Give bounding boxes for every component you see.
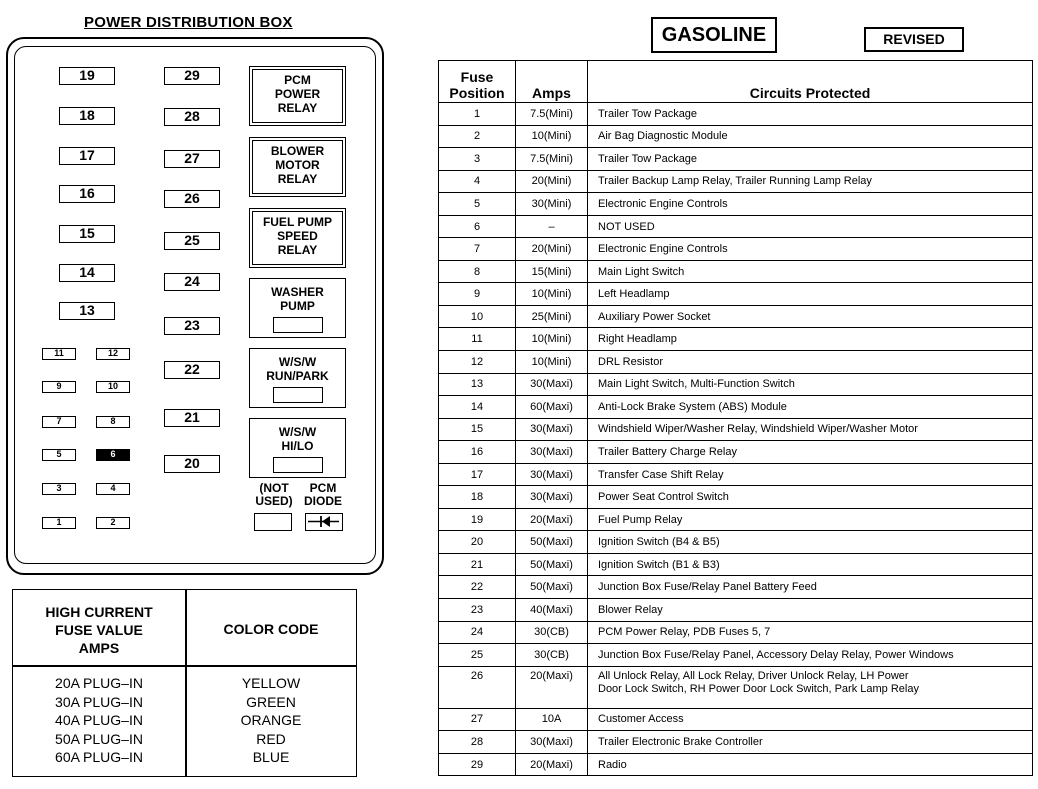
- fuse-position-cell: 11: [439, 328, 516, 351]
- circuits-cell: Auxiliary Power Socket: [588, 305, 1033, 328]
- table-row: [439, 328, 1033, 351]
- amps-cell: 25(Mini): [516, 305, 588, 328]
- mini-fuse-slot: 11: [42, 348, 76, 360]
- table-row: [439, 238, 1033, 261]
- relay-label: BLOWER MOTOR RELAY: [270, 144, 325, 186]
- amps-cell: 30(Maxi): [516, 441, 588, 464]
- mini-fuse-slot: 10: [96, 381, 130, 393]
- pcm-diode-label: PCM DIODE: [303, 481, 342, 508]
- table-row: [439, 531, 1033, 554]
- table-row: [439, 753, 1033, 776]
- fuse-position-cell: 18: [439, 486, 516, 509]
- amps-cell: 10A: [516, 708, 588, 731]
- fuse-position-cell: 23: [439, 599, 516, 622]
- table-row: [439, 486, 1033, 509]
- fuse-position-cell: 14: [439, 396, 516, 419]
- color-table-fuse: 50A PLUG–IN: [55, 730, 143, 747]
- fuse-slot: 20: [164, 455, 220, 473]
- fuse-position-cell: 19: [439, 508, 516, 531]
- relay-blower-motor: [249, 137, 346, 197]
- color-table-fuse: 20A PLUG–IN: [55, 675, 143, 691]
- table-row: [439, 576, 1033, 599]
- mini-fuse-slot: 3: [42, 483, 76, 495]
- amps-cell: 20(Mini): [516, 238, 588, 261]
- circuits-cell: Trailer Electronic Brake Controller: [588, 731, 1033, 754]
- amps-cell: 20(Mini): [516, 170, 588, 193]
- fuse-slot: 14: [59, 264, 115, 282]
- table-row: [439, 666, 1033, 708]
- not-used-label: (NOT USED): [255, 481, 293, 508]
- fuse-slot: 18: [59, 107, 115, 125]
- mini-fuse-slot: 8: [96, 416, 130, 428]
- circuits-cell: Main Light Switch, Multi-Function Switch: [588, 373, 1033, 396]
- color-table-fuse: 60A PLUG–IN: [55, 749, 143, 766]
- fuse-position-cell: 21: [439, 553, 516, 576]
- table-row: [439, 125, 1033, 148]
- fuse-position-cell: 25: [439, 644, 516, 667]
- relay-label: FUEL PUMP SPEED RELAY: [262, 215, 333, 257]
- pdb-title: POWER DISTRIBUTION BOX: [84, 14, 293, 31]
- fuse-position-cell: 12: [439, 351, 516, 374]
- amps-cell: 30(Maxi): [516, 373, 588, 396]
- amps-cell: 50(Maxi): [516, 531, 588, 554]
- color-table-color: YELLOW: [241, 675, 301, 691]
- fuse-position-cell: 26: [439, 666, 516, 708]
- fuse-position-cell: 9: [439, 283, 516, 306]
- relay-label: W/S/W RUN/PARK: [266, 355, 329, 383]
- fuse-position-cell: 2: [439, 125, 516, 148]
- circuits-cell: Customer Access: [588, 708, 1033, 731]
- color-table-divider: [12, 665, 357, 667]
- fuse-slot: 16: [59, 185, 115, 203]
- circuits-cell: Trailer Backup Lamp Relay, Trailer Running Lamp Relay: [588, 170, 1033, 193]
- color-table-header-fuse: HIGH CURRENT FUSE VALUE AMPS: [45, 604, 153, 656]
- table-row: [439, 731, 1033, 754]
- fuse-position-cell: 6: [439, 215, 516, 238]
- table-row: [439, 463, 1033, 486]
- circuits-cell: Anti-Lock Brake System (ABS) Module: [588, 396, 1033, 419]
- color-table-fuse: 40A PLUG–IN: [55, 712, 143, 729]
- table-row: [439, 508, 1033, 531]
- fuse-position-cell: 20: [439, 531, 516, 554]
- fuse-position-cell: 17: [439, 463, 516, 486]
- color-table-color: GREEN: [246, 693, 296, 710]
- fuse-slot: 15: [59, 225, 115, 243]
- table-row: [439, 599, 1033, 622]
- amps-cell: 7.5(Mini): [516, 148, 588, 171]
- table-row: [439, 373, 1033, 396]
- amps-cell: 30(Maxi): [516, 418, 588, 441]
- circuits-cell: NOT USED: [588, 215, 1033, 238]
- relay-label: WASHER PUMP: [271, 285, 324, 313]
- mini-fuse-slot: 4: [96, 483, 130, 495]
- fuse-table-header-row: [439, 61, 1033, 103]
- relay-slot: [273, 317, 323, 333]
- circuits-cell: Power Seat Control Switch: [588, 486, 1033, 509]
- table-row: [439, 148, 1033, 171]
- amps-cell: 10(Mini): [516, 283, 588, 306]
- circuits-cell: Left Headlamp: [588, 283, 1033, 306]
- fuse-position-cell: 27: [439, 708, 516, 731]
- fuse-position-cell: 13: [439, 373, 516, 396]
- relay-fuel-pump-speed: [249, 208, 346, 268]
- fuse-table-body: [439, 103, 1033, 776]
- table-row: [439, 305, 1033, 328]
- gasoline-badge: GASOLINE: [651, 17, 777, 53]
- circuits-cell: Junction Box Fuse/Relay Panel Battery Feed: [588, 576, 1033, 599]
- fuse-slot: 26: [164, 190, 220, 208]
- revised-badge: REVISED: [864, 27, 964, 52]
- amps-cell: 30(CB): [516, 644, 588, 667]
- fuse-position-cell: 8: [439, 260, 516, 283]
- fuse-position-cell: 15: [439, 418, 516, 441]
- table-row: [439, 170, 1033, 193]
- circuits-cell: PCM Power Relay, PDB Fuses 5, 7: [588, 621, 1033, 644]
- fuse-position-cell: 3: [439, 148, 516, 171]
- fuse-slot: 24: [164, 273, 220, 291]
- amps-cell: 30(Maxi): [516, 731, 588, 754]
- circuits-cell: Transfer Case Shift Relay: [588, 463, 1033, 486]
- fuse-position-cell: 22: [439, 576, 516, 599]
- circuits-cell: Junction Box Fuse/Relay Panel, Accessory Delay Relay, Power Windows: [588, 644, 1033, 667]
- amps-cell: 10(Mini): [516, 328, 588, 351]
- circuits-cell: Blower Relay: [588, 599, 1033, 622]
- mini-fuse-slot: 9: [42, 381, 76, 393]
- table-row: [439, 215, 1033, 238]
- fuse-position-cell: 28: [439, 731, 516, 754]
- fuse-position-cell: 10: [439, 305, 516, 328]
- fuse-slot: 22: [164, 361, 220, 379]
- table-row: [439, 621, 1033, 644]
- fuse-slot: 19: [59, 67, 115, 85]
- amps-cell: 20(Maxi): [516, 666, 588, 708]
- circuits-cell: Air Bag Diagnostic Module: [588, 125, 1033, 148]
- relay-wsw-hi-lo: [249, 418, 346, 478]
- diode-icon: [305, 513, 343, 531]
- amps-cell: 7.5(Mini): [516, 103, 588, 126]
- fuse-slot: 29: [164, 67, 220, 85]
- fuse-slot: 21: [164, 409, 220, 427]
- amps-cell: 15(Mini): [516, 260, 588, 283]
- relay-slot: [273, 457, 323, 473]
- fuse-position-cell: 24: [439, 621, 516, 644]
- table-row: [439, 396, 1033, 419]
- color-table-fuse: 30A PLUG–IN: [55, 693, 143, 710]
- column-header-position: Fuse Position: [439, 61, 516, 103]
- circuits-cell: Windshield Wiper/Washer Relay, Windshield Wiper/Washer Motor: [588, 418, 1033, 441]
- mini-fuse-slot: 5: [42, 449, 76, 461]
- circuits-cell: Trailer Battery Charge Relay: [588, 441, 1033, 464]
- amps-cell: 20(Maxi): [516, 753, 588, 776]
- color-table-header-color: COLOR CODE: [223, 621, 319, 637]
- circuits-cell: Radio: [588, 753, 1033, 776]
- relay-pcm-power: [249, 66, 346, 126]
- table-row: [439, 193, 1033, 216]
- table-row: [439, 103, 1033, 126]
- amps-cell: 30(Maxi): [516, 463, 588, 486]
- table-row: [439, 351, 1033, 374]
- circuits-cell: All Unlock Relay, All Lock Relay, Driver Unlock Relay, LH Power Door Lock Switch, RH Power Door Lock Switch, Park Lamp Relay: [588, 666, 1033, 708]
- fuse-slot: 27: [164, 150, 220, 168]
- circuits-cell: Ignition Switch (B4 & B5): [588, 531, 1033, 554]
- not-used-slot: [254, 513, 292, 531]
- relay-washer-pump: [249, 278, 346, 338]
- circuits-cell: Electronic Engine Controls: [588, 193, 1033, 216]
- fuse-position-cell: 7: [439, 238, 516, 261]
- column-header-circuits: Circuits Protected: [588, 61, 1033, 103]
- mini-fuse-slot: 2: [96, 517, 130, 529]
- circuits-cell: Trailer Tow Package: [588, 148, 1033, 171]
- mini-fuse-slot: 12: [96, 348, 130, 360]
- relay-label: PCM POWER RELAY: [274, 73, 321, 115]
- table-row: [439, 708, 1033, 731]
- table-row: [439, 260, 1033, 283]
- color-table-color: RED: [256, 730, 286, 747]
- table-row: [439, 553, 1033, 576]
- table-row: [439, 644, 1033, 667]
- relay-wsw-run-park: [249, 348, 346, 408]
- fuse-slot: 23: [164, 317, 220, 335]
- amps-cell: 50(Maxi): [516, 576, 588, 599]
- amps-cell: –: [516, 215, 588, 238]
- relay-label: W/S/W HI/LO: [278, 425, 317, 453]
- fuse-slot: 13: [59, 302, 115, 320]
- amps-cell: 20(Maxi): [516, 508, 588, 531]
- fuse-position-cell: 1: [439, 103, 516, 126]
- column-header-amps: Amps: [516, 61, 588, 103]
- table-row: [439, 441, 1033, 464]
- amps-cell: 30(Maxi): [516, 486, 588, 509]
- mini-fuse-slot: 6: [96, 449, 130, 461]
- color-table-color: BLUE: [252, 749, 290, 766]
- amps-cell: 40(Maxi): [516, 599, 588, 622]
- circuits-cell: Electronic Engine Controls: [588, 238, 1033, 261]
- table-row: [439, 283, 1033, 306]
- amps-cell: 30(CB): [516, 621, 588, 644]
- table-row: [439, 418, 1033, 441]
- mini-fuse-slot: 1: [42, 517, 76, 529]
- circuits-cell: Right Headlamp: [588, 328, 1033, 351]
- amps-cell: 10(Mini): [516, 125, 588, 148]
- circuits-cell: Fuel Pump Relay: [588, 508, 1033, 531]
- circuits-cell: Ignition Switch (B1 & B3): [588, 553, 1033, 576]
- fuse-position-cell: 4: [439, 170, 516, 193]
- amps-cell: 50(Maxi): [516, 553, 588, 576]
- color-table-color: ORANGE: [240, 712, 302, 729]
- fuse-table: [438, 60, 1033, 776]
- fuse-position-cell: 5: [439, 193, 516, 216]
- fuse-position-cell: 29: [439, 753, 516, 776]
- fuse-position-cell: 16: [439, 441, 516, 464]
- mini-fuse-slot: 7: [42, 416, 76, 428]
- circuits-cell: DRL Resistor: [588, 351, 1033, 374]
- circuits-cell: Main Light Switch: [588, 260, 1033, 283]
- amps-cell: 60(Maxi): [516, 396, 588, 419]
- fuse-slot: 17: [59, 147, 115, 165]
- relay-slot: [273, 387, 323, 403]
- fuse-slot: 28: [164, 108, 220, 126]
- amps-cell: 10(Mini): [516, 351, 588, 374]
- circuits-cell: Trailer Tow Package: [588, 103, 1033, 126]
- fuse-slot: 25: [164, 232, 220, 250]
- amps-cell: 30(Mini): [516, 193, 588, 216]
